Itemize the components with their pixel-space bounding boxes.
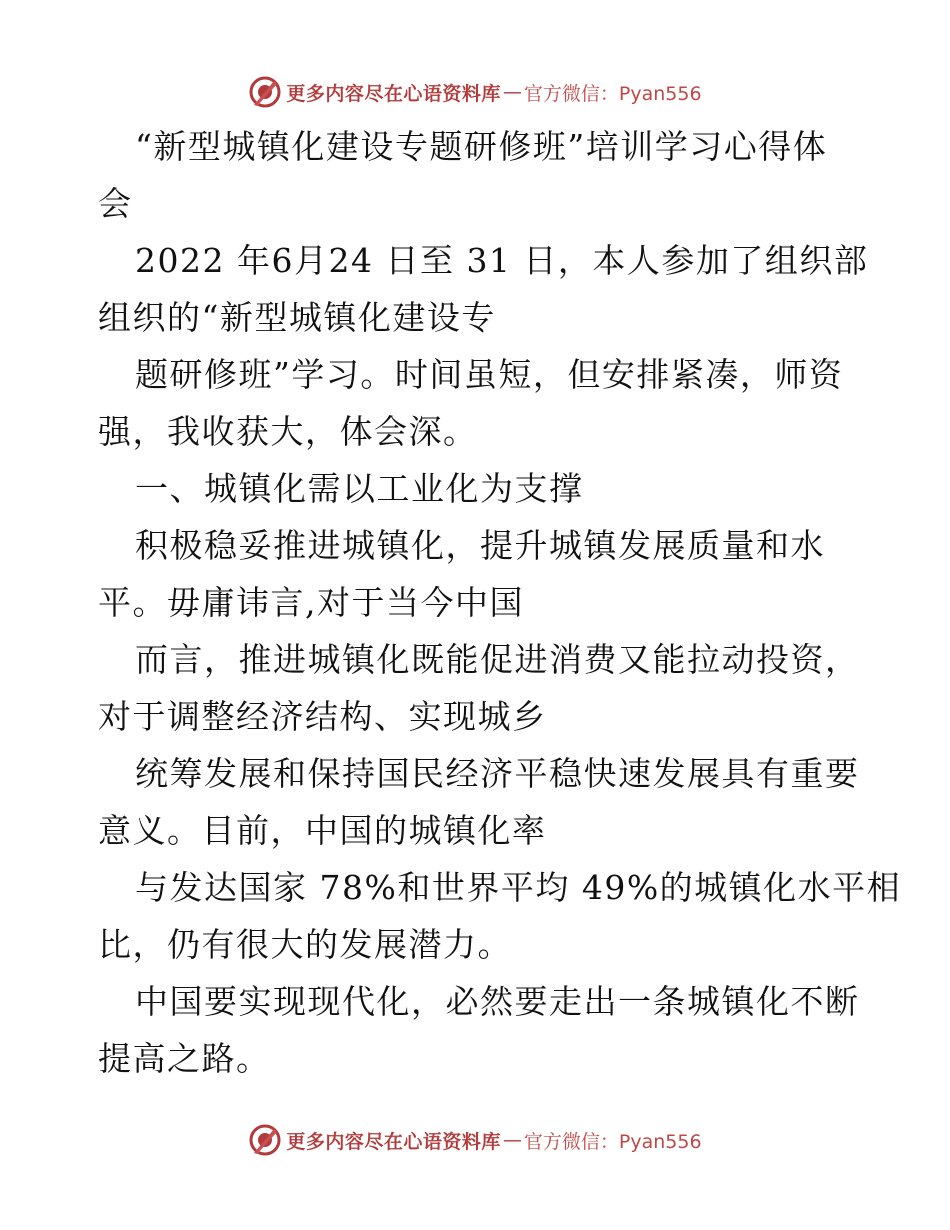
banner-contact: 官方微信：Pyan556 (523, 82, 702, 105)
paragraph-line: 强，我收获大，体会深。 (98, 412, 478, 451)
section-heading: 一、城镇化需以工业化为支撑 (135, 469, 584, 508)
document-body (98, 118, 902, 1087)
footer-banner (0, 1120, 950, 1160)
quill-seal-icon (248, 75, 282, 109)
banner-dash: — (502, 1129, 522, 1151)
paragraph-line: 提高之路。 (98, 1039, 271, 1078)
paragraph-line: 比，仍有很大的发展潜力。 (98, 925, 512, 964)
paragraph-line: 2022 年6月24 日至 31 日，本人参加了组织部 (135, 241, 869, 280)
paragraph-line: 中国要实现现代化，必然要走出一条城镇化不断 (135, 982, 860, 1021)
document-title-line-2: 会 (98, 184, 133, 223)
quill-seal-icon (248, 1123, 282, 1157)
paragraph-line: 与发达国家 78%和世界平均 49%的城镇化水平相 (135, 868, 902, 907)
paragraph-line: 组织的“新型城镇化建设专 (98, 298, 496, 337)
header-banner (0, 72, 950, 112)
paragraph-line: 意义。目前，中国的城镇化率 (98, 811, 547, 850)
banner-contact: 官方微信：Pyan556 (523, 1130, 702, 1153)
document-title-line-1: “新型城镇化建设专题研修班”培训学习心得体 (135, 127, 828, 166)
banner-dash: — (502, 81, 522, 103)
paragraph-line: 题研修班”学习。时间虽短，但安排紧凑，师资 (135, 355, 844, 394)
paragraph-line: 积极稳妥推进城镇化，提升城镇发展质量和水 (135, 526, 825, 565)
banner-brand: 更多内容尽在心语资料库 (286, 82, 501, 105)
paragraph-line: 统筹发展和保持国民经济平稳快速发展具有重要 (135, 754, 860, 793)
paragraph-line: 对于调整经济结构、实现城乡 (98, 697, 547, 736)
banner-brand: 更多内容尽在心语资料库 (286, 1130, 501, 1153)
paragraph-line: 平。毋庸讳言,对于当今中国 (98, 583, 524, 622)
paragraph-line: 而言，推进城镇化既能促进消费又能拉动投资， (135, 640, 860, 679)
